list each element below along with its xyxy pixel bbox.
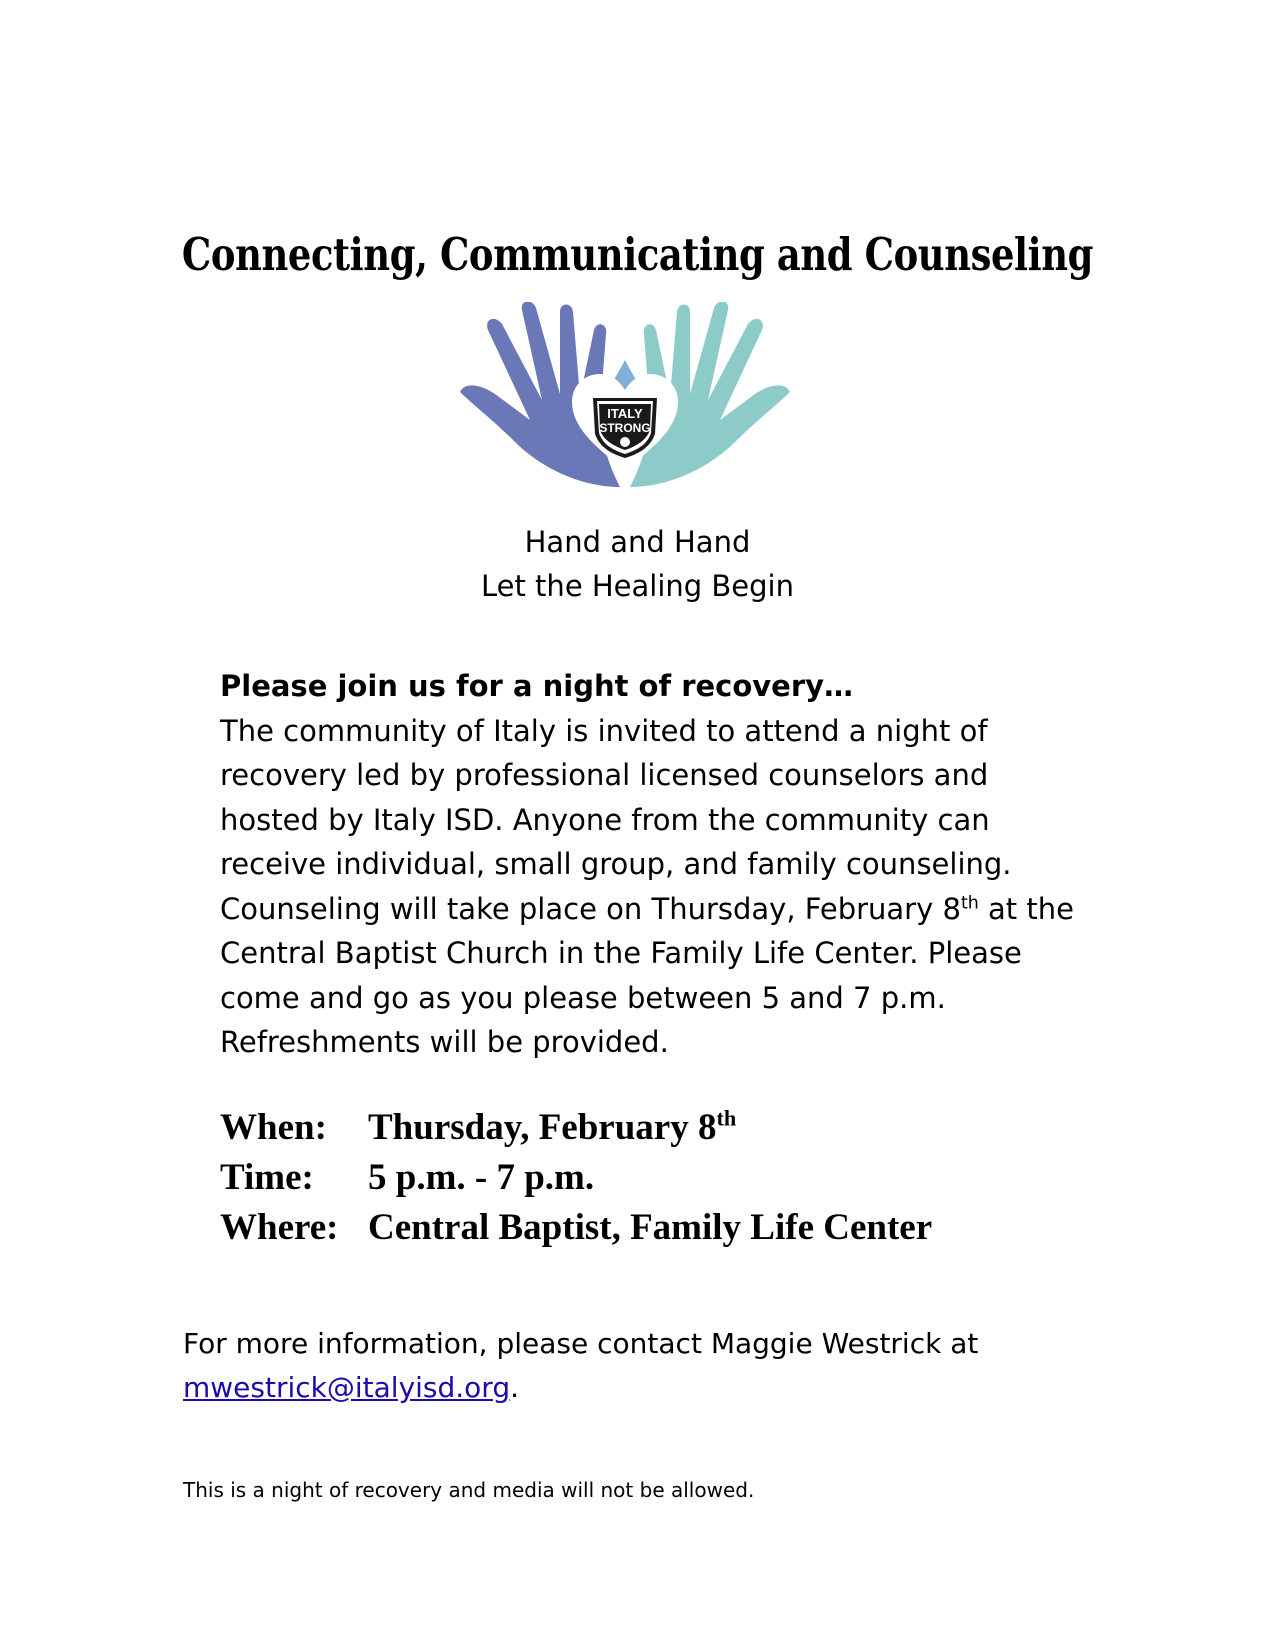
logo-text-strong: STRONG (599, 421, 651, 435)
invitation-section (220, 664, 1080, 1065)
invitation-body-superscript: th (960, 892, 979, 913)
flyer-title: Connecting, Communicating and Counseling (181, 228, 1094, 281)
where-value: Central Baptist, Family Life Center (368, 1207, 933, 1248)
detail-row-when (220, 1106, 932, 1156)
contact-email-link[interactable]: mwestrick@italyisd.org (183, 1371, 511, 1404)
invitation-heading: Please join us for a night of recovery… (220, 669, 854, 703)
contact-text: For more information, please contact Maggie Westrick at (183, 1327, 979, 1360)
when-value-superscript: th (716, 1105, 737, 1131)
contact-email-line (183, 1366, 978, 1410)
tagline (0, 520, 1275, 608)
logo-text-italy: ITALY (607, 406, 643, 421)
invitation-body-rest: at the Central Baptist Church in the Family Life Center. Please come and go as you please between 5 and 7 p.m. Refreshments will be provided. (220, 891, 1074, 1059)
italy-strong-hands-logo (460, 302, 790, 502)
where-label: Where: (220, 1207, 339, 1248)
contact-trailing-period: . (510, 1371, 520, 1404)
when-value (368, 1106, 736, 1149)
event-details (220, 1106, 932, 1256)
when-value-text: Thursday, February 8 (368, 1107, 717, 1148)
contact-section (183, 1322, 978, 1410)
time-label: Time: (220, 1157, 314, 1198)
invitation-body (220, 709, 1080, 1065)
when-label: When: (220, 1107, 327, 1148)
detail-row-where (220, 1206, 932, 1256)
detail-row-time (220, 1156, 932, 1206)
tagline-line-2: Let the Healing Begin (480, 569, 794, 603)
media-note: This is a night of recovery and media will not be allowed. (183, 1478, 755, 1502)
tagline-line-1: Hand and Hand (524, 525, 751, 559)
mascot-icon (620, 437, 630, 447)
invitation-body-text: The community of Italy is invited to attend a night of recovery led by professional licensed counselors and hosted by Italy ISD. Anyone from the community can receive individual, small group, and family counseling. Counseling will take place on Thursday, February 8 (220, 713, 1012, 926)
time-value: 5 p.m. - 7 p.m. (368, 1157, 595, 1198)
